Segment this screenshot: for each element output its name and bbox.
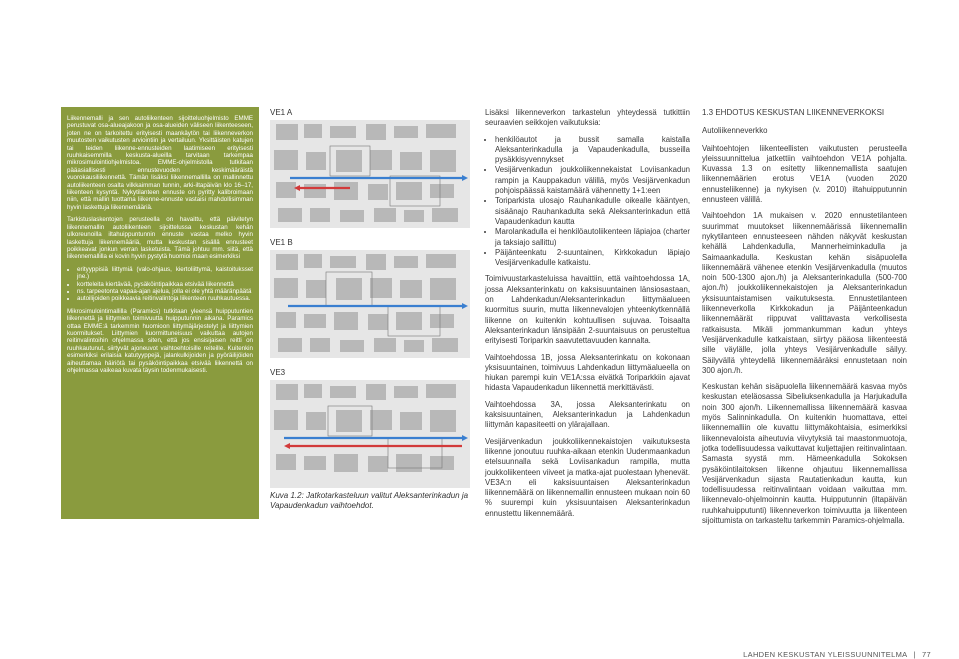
section-subheading: Autoliikenneverkko bbox=[702, 126, 768, 136]
section-heading: 1.3 EHDOTUS KESKUSTAN LIIKENNEVERKOKSI bbox=[702, 108, 885, 117]
city-block-map-ve1a bbox=[270, 120, 470, 228]
col3-intro: Lisäksi liikenneverkon tarkastelun yhteydessä tutkittiin seuraavien seikkojen vaikutuksia: bbox=[485, 108, 690, 128]
figure-caption: Kuva 1.2: Jatkotarkasteluun valitut Aleksanterinkadun ja Vapaudenkadun vaihtoehdot. bbox=[270, 491, 469, 510]
col3-paragraph: Vaihtoehdossa 1B, jossa Aleksanterinkatu on kokonaan yksisuuntainen, toimivuus Lahdenkadun liittymäalueella on hiukan parempi kuin VE1A:ssa eivätkä Toriparkkiin ajavat hidasta Vapaudenkadun liikennettä merkittävästi. bbox=[485, 352, 690, 393]
col3-bullet: • Marolankadulla ei henkilöautoliikenteen läpiajoa (charter ja taksiajo sallittu) bbox=[495, 227, 690, 248]
map-ve3 bbox=[270, 380, 470, 488]
col4-paragraph: Vaihtoehdon 1A mukaisen v. 2020 ennustetilanteen suurimmat muutokset liikennemäärissä liikennemallin nykytilanteen ennusteeseen nähden näkyvät keskustan kehällä Lahdenkadulla, Mannerheiminkadulla ja Saimaankadulla. Keskustan kehän sisäpuolella liikennemäärä vähenee etenkin Vesijärvenkadulla (muutos noin 500-1300 ajon./h) ja Aleksanterinkadulla (500-700 ajon./h) joukkoliikennekaistojen ja Aleksanterinkadun yksisuuntaistamisen vaikutuksesta. Ennustetilanteen liikenneverkolla Kirkkokadun ja Päijänteenkadun liikennemäärät riippuvat valittavasta verkollisesta ratkaisusta. Mikäli jommankumman kadun yhteys Vesijärvenkadulle katkaistaan, siirtyy pääosa liikenteestä sille väylälle, jolla yhteys Vesijärvenkadulle säilyy. Säilyvällä yhteydellä liikennemääräksi ennustetaan noin 300 ajon./h. bbox=[702, 211, 907, 375]
col3-bullet: • henkilöautot ja bussit samalla kaistalla Aleksanterinkadulla ja Vapaudenkadulla, busseilla pysäkkisyvennykset bbox=[495, 135, 690, 166]
col3-paragraph: Vaihtoehdossa 3A, jossa Aleksanterinkatu on kaksisuuntainen, Aleksanterinkadun ja Lahdenkadun liittymän kapasiteetti on ylärajallaan. bbox=[485, 399, 690, 430]
map-label-ve3: VE3 bbox=[270, 368, 286, 377]
sidebar-paragraph-3: Mikrosimulointimallilla (Paramics) tutkitaan yleensä huipputuntien liikennettä ja liittymien toimivuutta huipputunnin aikana. Paramics ottaa EMME:ä tarkemmin huomioon liittymäjärjestelyt ja liittymien kuormitukset. Liittymien kuormittuneisuus vaikuttaa autojen reitinvalintoihin ohjelmassa siten, että jos ensisijaisen reitti on ruuhkautunut, siirtyvät ajoneuvot vaihtoehtoisille reiteille. Kuitenkin esimerkiksi erilaisia katutyyppejä, jalankulkijoiden ja pyöräilijöiden aiheuttamaa häiriötä tai pysäköintipaikkaa etsivää liikennettä on ohjelmassa vaikeaa kuvata täysin todenmukaisesti. bbox=[67, 307, 253, 374]
info-sidebar bbox=[61, 107, 259, 519]
col3-bullet-list bbox=[485, 135, 690, 269]
col3-paragraph: Vesijärvenkadun joukkoliikennekaistojen vaikutuksesta liikenne jonoutuu ruuhka-aikaan etenkin Uudenmaankadun etelsuunnalla sekä Loviisankadun rampilla, mutta joukkoliikenteen viiveet ja matka-ajat puolestaan lyhenevät. VE3A:n eli kaksisuuntaisen Aleksanterinkadun liikennemäärä on liikennemallin ennusteen mukaan noin 60 % suurempi kuin yksisuuntaisen Aleksanterinkadun ennustettu liikennemäärä. bbox=[485, 436, 690, 518]
footer-separator: | bbox=[913, 650, 916, 659]
sidebar-paragraph-2: Tarkistuslaskentojen perusteella on havaittu, että päivitetyn liikennemallin autoliikenteen sijoittelussa keskustan kehän ulkoreunoilla iltahuippuntunnin ennuste vastaa melko hyvin laskettuja liikennemääriä, mutta keskustan sisällä ennusteet poikkeavat jonkun verran lasketuista. Tämä johtuu mm. siitä, että liikennemallilla ei kovin hyvin pystytä huomioi maan esimerkiksi bbox=[67, 216, 253, 261]
sidebar-bullet: • kortteleita kiertävää, pysäköintipaikkaa etsivää liikennettä bbox=[77, 281, 253, 288]
col3-bullet: • Vesijärvenkadun joukkoliikennekaistat Loviisankadun rampin ja Kauppakadun välillä, myös Vesijärvenkadun pohjoispäässä kaistamäärä vähennetty 1+1:een bbox=[495, 165, 690, 196]
city-block-map-ve1b bbox=[270, 250, 470, 358]
map-label-ve1b: VE1 B bbox=[270, 238, 293, 247]
col3-bullet: • Päijänteenkatu 2-suuntainen, Kirkkokadun läpiajo Vesijärvenkadulle katkaistu. bbox=[495, 248, 690, 269]
sidebar-bullet: • ns. tarpeetonta vapaa-ajan ajelua, jolla ei ole yhtä määränpäätä bbox=[77, 288, 253, 295]
page-number: 77 bbox=[922, 650, 931, 659]
sidebar-paragraph-1: Liikennemalli ja sen autoliikenteen sijoitteluohjelmisto EMME perustuvat osa-alueajakoon ja osa-alueiden väliseen liikenteeseen, joten ne on tarkoitettu erityisesti maankäytön tai liikenneverkon muutosten vaikutusten arviointiin ja vertailuun. Yksittäisten katujen tai teiden liikenne-ennusteiden laatimiseen erityisesti ruuhkaisemmilla keskusta-alueilla tarvitaan tarkempaa mikrosimulointiohjelmistoa. EMME-ohjelmistolla tutkitaan pääasiallisesti ennustevuoden keskimääräistä vuorokausiliikennettä. Tämän lisäksi liikennemallilla on mallinnettu autoliikenteen osalta vilkkaimman tunnin, arki-iltapäivän klo 16–17, liikenteen kysyntä. Nykytilanteen ennuste on pyritty kalibroimaan niin, että mallin tuottama liikenne-ennuste vastaisi mahdollisimman hyvin laskettuja liikennemääriä. bbox=[67, 115, 253, 211]
text-column-right bbox=[702, 108, 907, 532]
sidebar-bullet-list bbox=[67, 266, 253, 303]
text-column-middle bbox=[485, 108, 690, 525]
sidebar-bullet: • erityyppisiä liittymiä (valo-ohjaus, kiertoliittymä, kaistoituksset jne.) bbox=[77, 266, 253, 281]
col4-paragraph: Vaihtoehtojen liikenteellisten vaikutusten perusteella yleissuunnittelua jatkettiin vaihtoehdon VE1A pohjalta. Kuvassa 1.3 on esitetty liikennemallista saatujen liikennemäärien erotus VE1A (vuoden 2020 ennusteliikenne) ja nykyisen (v. 2010) iltahuipputunnin ennusteen välillä. bbox=[702, 143, 907, 205]
map-ve1a bbox=[270, 120, 470, 228]
col3-bullet: • Toriparkista ulosajo Rauhankadulle oikealle kääntyen, sisäänajo Rauhankadulta sekä Aleksanterinkadun että Vapaudenkadun kautta bbox=[495, 196, 690, 227]
city-block-map-ve3 bbox=[270, 380, 470, 488]
col3-paragraph: Toimivuustarkasteluissa havaittiin, että vaihtoehdossa 1A, jossa Aleksanterinkatu on kaksisuuntainen länsiosastaan, on Lahdenkadun/Aleksanterinkadun liittymäalueen kuormitus suurin, mutta liikennevalojen yhteenkytkennällä liikenne on kuitenkin kohtuullisen sujuvaa. Toisaalta Aleksanterinkadun länsipään 2-suuntaisuus on perusteltua erityisesti Toriparkin saavutettavuuden kannalta. bbox=[485, 274, 690, 346]
map-ve1b bbox=[270, 250, 470, 358]
document-title: LAHDEN KESKUSTAN YLEISSUUNNITELMA bbox=[743, 650, 908, 659]
map-label-ve1a: VE1 A bbox=[270, 108, 293, 117]
col4-paragraph: Keskustan kehän sisäpuolella liikennemäärä kasvaa myös keskustan eteläosassa Sibeliuksenkadulla ja Harjukadulla noin 300 ajon/h. Liikennemallissa liikennemäärä kasvaa myös Salinninkadulla. On kuitenkin huomattava, ettei liikennemalliin ole kuvattu liittymäkohtaisia, esimerkiksi liikennevaloista aiheutuvia viivytyksiä tai maastonmuotoja, jotka todellisuudessa vaikuttavat kuljettajien reitinvalintaan. Samasta syystä mm. Hämeenkadulla Sokoksen pysäköintilaitoksen liikenne ohjautuu liikennemallissa Vesijärvenkadun sijasta Rautatienkadun kautta, kun todellisuudessa reitinvalintaan voidaan vaikuttaa mm. liikennevalo-ohjelmoinnin kautta. Huipputunnin (iltapäivän ruuhkahuipputunti) liikenneverkon toimivuutta ja liikenteen sijoittumista on tarkasteltu tarkemmin Paramics-ohjelmalla. bbox=[702, 382, 907, 525]
sidebar-bullet: • autoilijoiden poikkeavia reitinvalintoja liikenteen ruuhkautuessa. bbox=[77, 295, 253, 302]
page-footer bbox=[743, 650, 931, 659]
